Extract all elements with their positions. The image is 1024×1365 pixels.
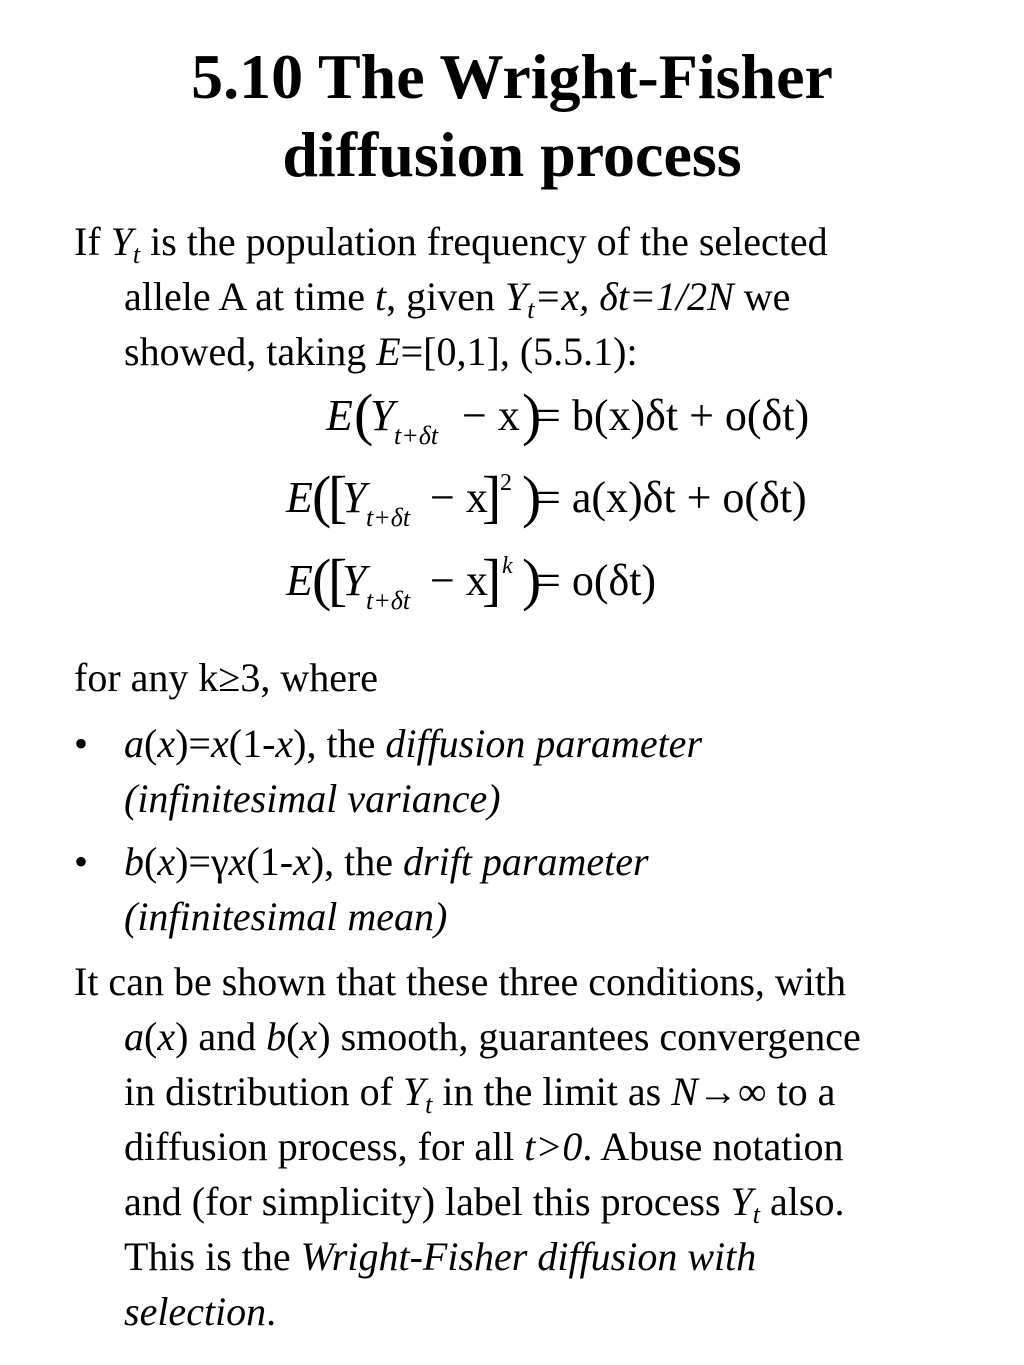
eq1-E: E (326, 391, 353, 440)
intro-line-2: allele A at time t, given $Y_t=x$, δt=1/2N we (124, 274, 791, 324)
bullet-2-line-1: b(x)=γx(1-x), the drift parameter (124, 839, 649, 884)
intro-line-3: showed, taking E=[0,1], (5.5.1): (124, 329, 638, 374)
eq3-open-bracket: [ (328, 547, 348, 612)
eq3-E: E (286, 556, 313, 605)
closing-line-1: It can be shown that these three conditions, with (74, 959, 847, 1004)
eq2-close-bracket: ] (482, 464, 502, 529)
moment-equations (270, 382, 870, 640)
eq2-open-bracket: [ (328, 464, 348, 529)
eq2-close-paren: ) (522, 464, 542, 529)
equation-1 (325, 382, 809, 450)
equation-2 (285, 464, 807, 532)
eq1-open-paren: ( (354, 382, 374, 447)
closing-line-3: in distribution of $Y_t$ in the limit as N→∞ to a (124, 1069, 836, 1119)
bullet-2-line-2: (infinitesimal mean) (124, 894, 448, 939)
for-any-line (74, 650, 974, 705)
slide-title (0, 38, 1024, 194)
eq1-minus-x: − x (462, 391, 520, 440)
eq3-open-paren: ( (312, 547, 332, 612)
eq2-Y: Y (342, 473, 367, 522)
eq2-minus-x: − x (430, 473, 488, 522)
slide-title-line-1: 5.10 The Wright-Fisher (191, 41, 833, 112)
eq1-subscript: t+δt (394, 421, 439, 450)
eq2-E: E (286, 473, 313, 522)
eq3-close-paren: ) (522, 547, 542, 612)
slide-title-line-2: diffusion process (282, 119, 742, 190)
closing-paragraph (74, 954, 974, 1339)
equation-3 (285, 547, 656, 615)
closing-line-4: diffusion process, for all t>0. Abuse notation (124, 1124, 844, 1169)
closing-line-5: and (for simplicity) label this process $Y_t$ also. (124, 1179, 845, 1229)
eq3-Y: Y (342, 556, 367, 605)
eq1-rhs: = b(x)δt + o(δt) (536, 391, 810, 440)
eq1-Y: Y (370, 391, 395, 440)
for-any-text: for any k≥3, where (74, 655, 379, 700)
eq1-close-paren: ) (522, 382, 542, 447)
bullet-1-text (124, 716, 702, 826)
bullet-1-line-2: (infinitesimal variance) (124, 776, 501, 821)
eq2-rhs: = a(x)δt + o(δt) (536, 473, 807, 522)
eq3-close-bracket: ] (482, 547, 502, 612)
eq2-superscript: 2 (500, 470, 512, 496)
intro-paragraph (74, 214, 974, 379)
eq2-subscript: t+δt (366, 503, 411, 532)
closing-line-6: This is the Wright-Fisher diffusion with (124, 1234, 757, 1279)
eq3-minus-x: − x (430, 556, 488, 605)
bullet-dot: • (74, 839, 89, 884)
bullet-drift-parameter (74, 834, 974, 944)
intro-line-1: If $Y_t$ is the population frequency of the selected (74, 219, 828, 269)
bullet-2-text (124, 834, 649, 944)
closing-line-7: selection. (124, 1289, 277, 1334)
eq2-open-paren: ( (312, 464, 332, 529)
eq3-subscript: t+δt (366, 586, 411, 615)
eq3-rhs: = o(δt) (536, 556, 657, 605)
eq3-superscript: k (502, 553, 513, 579)
closing-line-2: a(x) and b(x) smooth, guarantees convergence (124, 1014, 861, 1059)
bullet-diffusion-parameter (74, 716, 974, 826)
bullet-dot: • (74, 721, 89, 766)
equations-svg (270, 382, 870, 640)
bullet-1-line-1: a(x)=x(1-x), the diffusion parameter (124, 721, 703, 766)
